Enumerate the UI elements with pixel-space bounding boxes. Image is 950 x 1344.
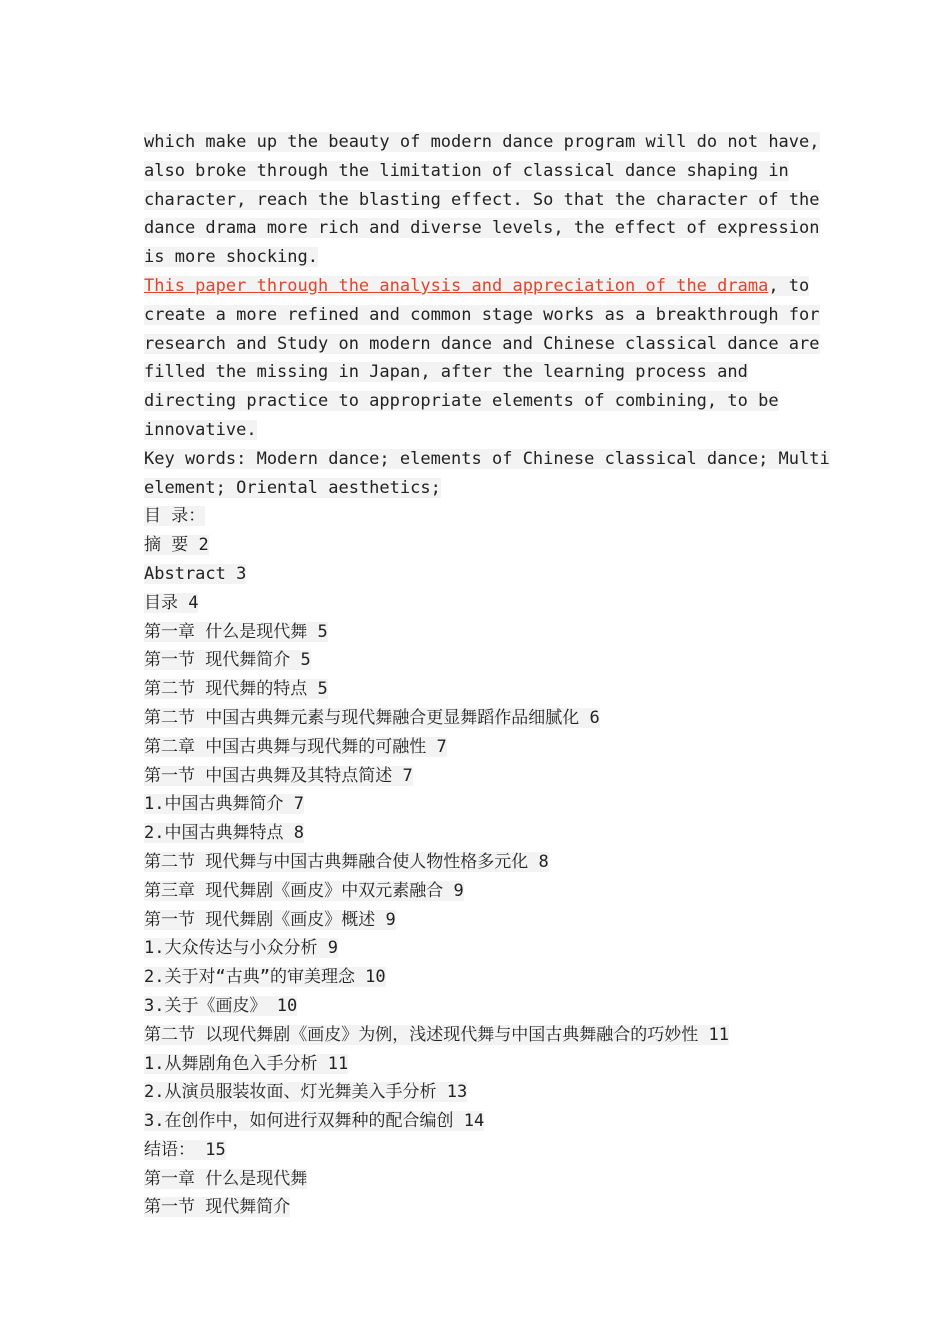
toc-item[interactable] bbox=[144, 762, 834, 791]
toc-item[interactable] bbox=[144, 589, 834, 618]
abstract-text-1: which make up the beauty of modern dance program will do not have, also broke through the limitation of classical dance shaping in character, reach the blasting effect. So that the character of the dance drama more rich and diverse levels, the effect of expression is more shocking. bbox=[144, 132, 820, 268]
toc-item[interactable] bbox=[144, 819, 834, 848]
toc-item[interactable] bbox=[144, 618, 834, 647]
toc-list bbox=[144, 531, 834, 1165]
abstract-paragraph-2 bbox=[144, 272, 834, 445]
toc-item-text: 第一节 中国古典舞及其特点简述 7 bbox=[144, 765, 413, 786]
toc-item[interactable] bbox=[144, 560, 834, 589]
toc-item[interactable] bbox=[144, 675, 834, 704]
toc-item-text: 第一节 现代舞简介 5 bbox=[144, 650, 311, 671]
keywords-text: Key words: Modern dance; elements of Chinese classical dance; Multi element; Oriental aesthetics; bbox=[144, 448, 830, 498]
toc-item-text: 1.大众传达与小众分析 9 bbox=[144, 938, 338, 959]
toc-item[interactable] bbox=[144, 1078, 834, 1107]
toc-item-text: 第二章 中国古典舞与现代舞的可融性 7 bbox=[144, 736, 447, 757]
toc-item-text: 第一节 现代舞剧《画皮》概述 9 bbox=[144, 909, 396, 930]
toc-item-text: 1.从舞剧角色入手分析 11 bbox=[144, 1053, 349, 1074]
toc-item[interactable] bbox=[144, 1021, 834, 1050]
toc-item-text: 第二节 现代舞与中国古典舞融合使人物性格多元化 8 bbox=[144, 851, 549, 872]
abstract-paragraph-1 bbox=[144, 128, 834, 272]
toc-item[interactable] bbox=[144, 1050, 834, 1079]
keywords-paragraph bbox=[144, 445, 834, 503]
toc-item-text: 2.中国古典舞特点 8 bbox=[144, 823, 304, 844]
toc-item[interactable] bbox=[144, 963, 834, 992]
toc-item[interactable] bbox=[144, 1136, 834, 1165]
toc-item-text: 2.从演员服装妆面、灯光舞美入手分析 13 bbox=[144, 1082, 468, 1103]
toc-item-text: 结语： 15 bbox=[144, 1139, 226, 1160]
toc-item[interactable] bbox=[144, 848, 834, 877]
toc-item[interactable] bbox=[144, 934, 834, 963]
toc-item[interactable] bbox=[144, 704, 834, 733]
toc-item[interactable] bbox=[144, 790, 834, 819]
toc-item[interactable] bbox=[144, 733, 834, 762]
toc-item-text: 第三章 现代舞剧《画皮》中双元素融合 9 bbox=[144, 880, 464, 901]
toc-item-text: Abstract 3 bbox=[144, 563, 247, 584]
toc-item-text: 2.关于对“古典”的审美理念 10 bbox=[144, 967, 386, 988]
section-title: 第一节 现代舞简介 bbox=[144, 1197, 291, 1218]
toc-item[interactable] bbox=[144, 646, 834, 675]
toc-item[interactable] bbox=[144, 992, 834, 1021]
toc-item-text: 3.在创作中，如何进行双舞种的配合编创 14 bbox=[144, 1111, 485, 1132]
toc-item-text: 摘 要 2 bbox=[144, 535, 209, 556]
toc-item-text: 第二节 中国古典舞元素与现代舞融合更显舞蹈作品细腻化 6 bbox=[144, 707, 600, 728]
abstract-link[interactable]: This paper through the analysis and appreciation of the drama bbox=[144, 275, 769, 296]
toc-item[interactable] bbox=[144, 906, 834, 935]
abstract-text-2: , to create a more refined and common stage works as a breakthrough for research and Study on modern dance and Chinese classical dance are filled the missing in Japan, after the learning process and directing practice to appropriate elements of combining, to be innovative. bbox=[144, 275, 820, 440]
toc-item[interactable] bbox=[144, 877, 834, 906]
toc-item-text: 第二节 以现代舞剧《画皮》为例，浅述现代舞与中国古典舞融合的巧妙性 11 bbox=[144, 1024, 729, 1045]
toc-item-text: 第一章 什么是现代舞 5 bbox=[144, 621, 328, 642]
toc-item-text: 第二节 现代舞的特点 5 bbox=[144, 679, 328, 700]
toc-item[interactable] bbox=[144, 1107, 834, 1136]
toc-item-text: 3.关于《画皮》 10 bbox=[144, 995, 298, 1016]
toc-heading: 目 录： bbox=[144, 506, 206, 527]
toc-item-text: 1.中国古典舞简介 7 bbox=[144, 794, 304, 815]
toc-item[interactable] bbox=[144, 531, 834, 560]
document-body bbox=[144, 128, 834, 1222]
chapter-title: 第一章 什么是现代舞 bbox=[144, 1168, 308, 1189]
toc-item-text: 目录 4 bbox=[144, 592, 199, 613]
